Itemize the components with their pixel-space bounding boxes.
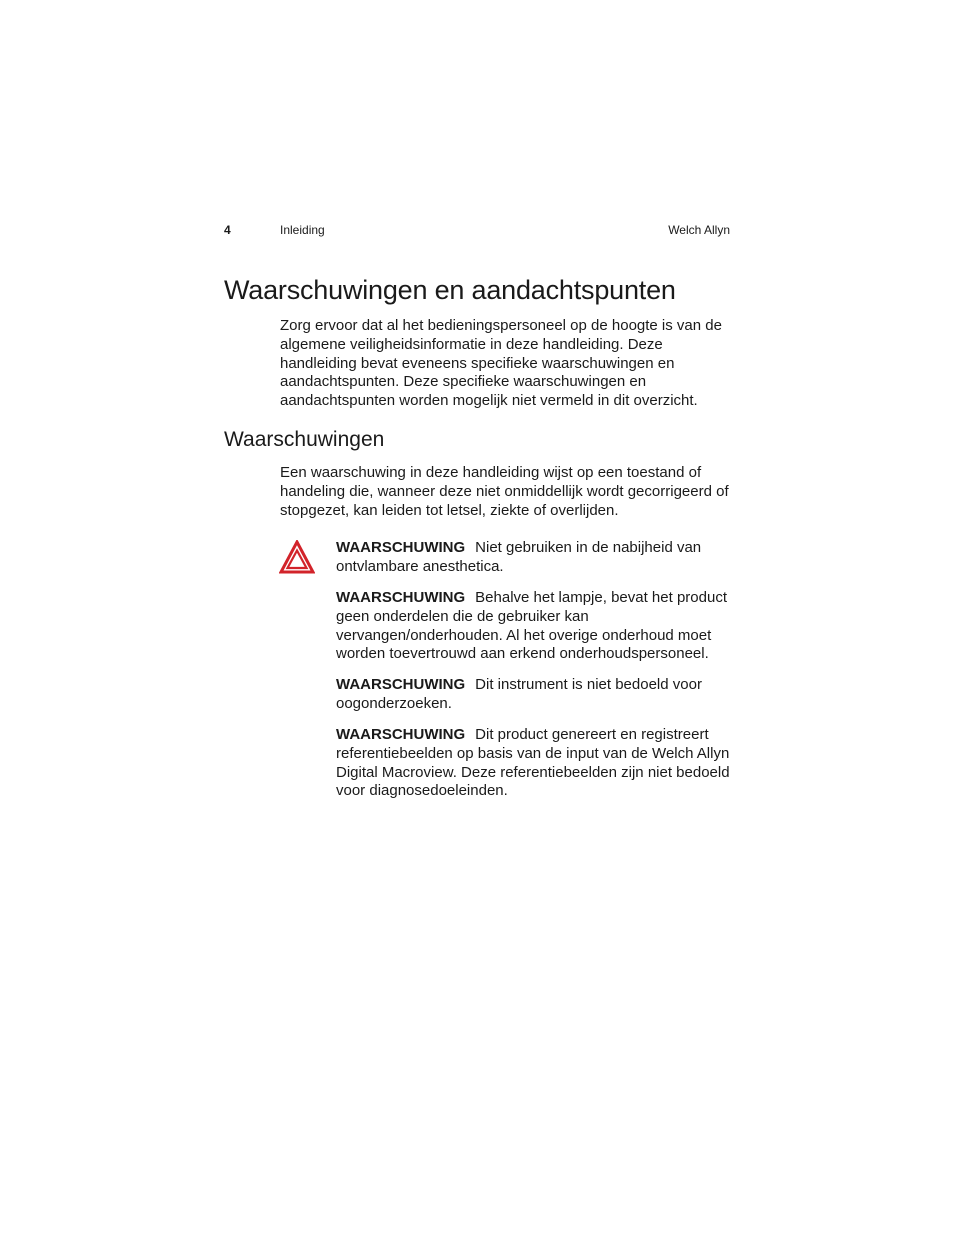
warning-text: Niet gebruiken in de nabijheid van ontvlambare anesthetica. [336,539,702,575]
warning-label: WAARSCHUWING [336,589,466,606]
warning-item [336,676,731,714]
subsection-title: Waarschuwingen [224,428,385,451]
header-section-label: Inleiding [280,223,325,237]
warning-triangle-icon [279,540,315,574]
warning-item [336,589,731,664]
warning-text: Dit product genereert en registreert referentiebeelden op basis van de input van de Welch Allyn Digital Macroview. Deze referentiebeelden zijn niet bedoeld voor diagnosedoeleinden. [336,726,730,800]
warning-text: Dit instrument is niet bedoeld voor oogonderzoeken. [336,676,702,712]
warning-label: WAARSCHUWING [336,676,466,693]
header-brand: Welch Allyn [668,223,730,237]
running-header [224,222,730,238]
page-number: 4 [224,223,231,237]
subsection-intro-paragraph: Een waarschuwing in deze handleiding wijst op een toestand of handeling die, wanneer deze niet onmiddellijk wordt gecorrigeerd of stopgezet, kan leiden tot letsel, ziekte of overlijden. [280,464,729,519]
warning-text: Behalve het lampje, bevat het product geen onderdelen die de gebruiker kan vervangen/onderhouden. Al het overige onderhoud moet worden toevertrouwd aan erkend onderhoudspersoneel. [336,589,727,663]
warning-label: WAARSCHUWING [336,539,466,556]
warning-label: WAARSCHUWING [336,726,466,743]
intro-paragraph: Zorg ervoor dat al het bedieningspersoneel op de hoogte is van de algemene veiligheidsinformatie in deze handleiding. Deze handleiding bevat eveneens specifieke waarschuwingen en aandachtspunten. Deze specifieke waarschuwingen en aandachtspunten worden mogelijk niet vermeld in dit overzicht. [280,317,722,410]
page-title: Waarschuwingen en aandachtspunten [224,275,676,305]
warning-item [336,726,731,801]
warning-item [336,539,731,577]
